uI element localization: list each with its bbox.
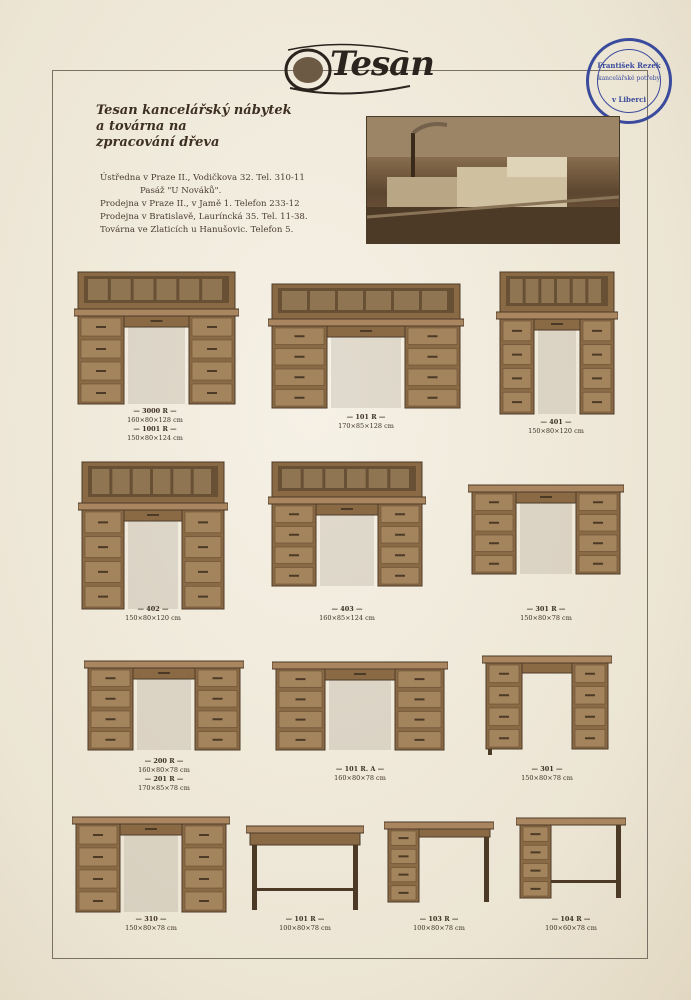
desk-illustration — [78, 460, 228, 615]
desk-dimensions: 150×80×120 cm — [528, 427, 584, 435]
model-number: — 200 R — — [144, 757, 184, 765]
desk-caption — [496, 418, 616, 436]
desk-dimensions: 160×80×78 cm — [138, 766, 190, 774]
model-number: — 403 — — [331, 605, 363, 613]
desk-dimensions: 100×80×78 cm — [413, 924, 465, 932]
model-number: — 1001 R — — [133, 425, 177, 433]
address-line: Prodejna v Praze II., v Jamě 1. Telefon 233-12 — [100, 199, 300, 209]
model-number: — 301 — — [531, 765, 563, 773]
desk-illustration — [482, 645, 612, 755]
model-number: — 301 R — — [526, 605, 566, 613]
desk-illustration — [516, 808, 626, 904]
desk-caption — [93, 605, 213, 623]
model-number: — 402 — — [137, 605, 169, 613]
model-number: — 3000 R — — [133, 407, 177, 415]
company-addresses — [100, 172, 360, 237]
desk-dimensions: 160×85×124 cm — [319, 614, 375, 622]
desk-dimensions: 100×80×78 cm — [279, 924, 331, 932]
desk-dimensions: 170×85×78 cm — [138, 784, 190, 792]
tagline-line: Tesan kancelářský nábytek — [96, 103, 292, 118]
desk-illustration — [268, 282, 464, 414]
desk-illustration — [246, 816, 364, 916]
tagline-line: a továrna na — [96, 119, 187, 134]
stamp-line-2: kancelářské potřeby — [597, 75, 661, 82]
desk-illustration — [272, 652, 448, 756]
desk-caption — [379, 915, 499, 933]
desk-dimensions: 150×80×120 cm — [125, 614, 181, 622]
desk-dimensions: 150×80×78 cm — [520, 614, 572, 622]
model-number: — 401 — — [540, 418, 572, 426]
address-line: Továrna ve Zlaticích u Hanušovic. Telefon 5. — [100, 225, 294, 235]
address-line: Prodejna v Bratislavě, Lauríncká 35. Tel. 11-38. — [100, 212, 308, 222]
desk-caption — [306, 413, 426, 431]
desk-illustration — [496, 270, 618, 420]
model-number: — 101 R. A — — [335, 765, 385, 773]
desk-caption — [287, 605, 407, 623]
desk-illustration — [468, 474, 624, 580]
model-number: — 104 R — — [551, 915, 591, 923]
desk-caption — [486, 605, 606, 623]
model-number: — 103 R — — [419, 915, 459, 923]
company-tagline — [96, 103, 336, 151]
factory-illustration — [366, 116, 620, 244]
stamp-line-1: František Rezek — [597, 61, 661, 70]
desk-illustration — [72, 806, 230, 918]
desk-dimensions: 160×80×128 cm — [127, 416, 183, 424]
address-line: Pasáž "U Nováků". — [140, 186, 222, 196]
logo-text: Tesan — [330, 44, 434, 84]
stamp-line-3: v Liberci — [611, 95, 647, 104]
desk-illustration — [84, 650, 244, 756]
desk-caption — [95, 407, 215, 443]
desk-caption — [300, 765, 420, 783]
model-number: — 101 R — — [285, 915, 325, 923]
desk-caption — [511, 915, 631, 933]
model-number: — 101 R — — [346, 413, 386, 421]
tagline-line: zpracování dřeva — [96, 135, 220, 150]
owner-stamp — [586, 38, 672, 124]
desk-caption — [91, 915, 211, 933]
desk-illustration — [74, 270, 239, 410]
desk-caption — [487, 765, 607, 783]
desk-dimensions: 150×80×78 cm — [125, 924, 177, 932]
desk-illustration — [268, 460, 426, 592]
desk-illustration — [384, 812, 494, 908]
desk-dimensions: 150×80×124 cm — [127, 434, 183, 442]
model-number: — 201 R — — [144, 775, 184, 783]
model-number: — 310 — — [135, 915, 167, 923]
address-line: Ústředna v Praze II., Vodičkova 32. Tel. 310-11 — [100, 173, 305, 183]
desk-caption — [245, 915, 365, 933]
desk-dimensions: 160×80×78 cm — [334, 774, 386, 782]
desk-dimensions: 150×80×78 cm — [521, 774, 573, 782]
desk-dimensions: 100×60×78 cm — [545, 924, 597, 932]
desk-caption — [104, 757, 224, 793]
desk-dimensions: 170×85×128 cm — [338, 422, 394, 430]
